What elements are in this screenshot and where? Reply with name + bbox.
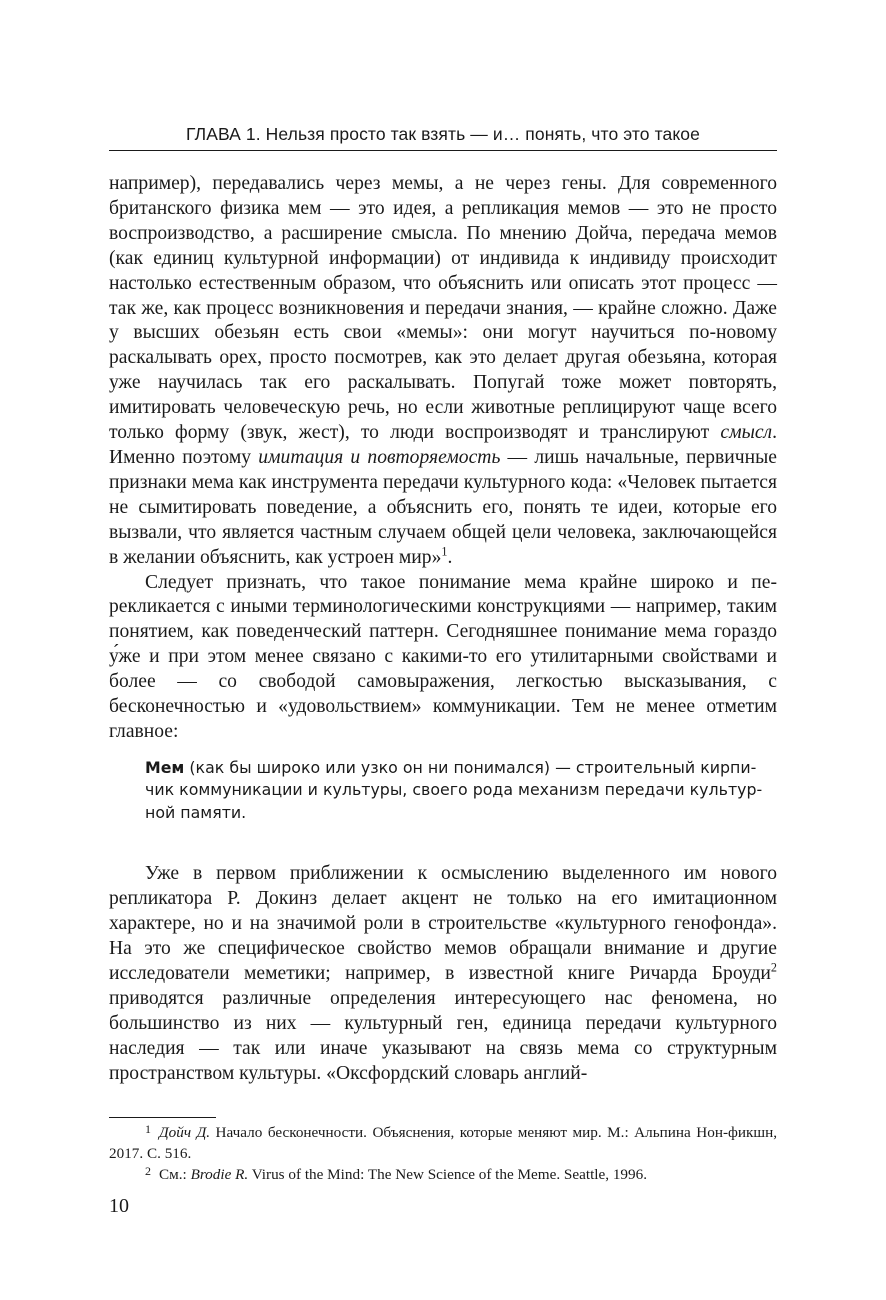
- footnote-rule: [109, 1117, 216, 1118]
- paragraph-1: например), передавались через мемы, а не через гены. Для современного британского физика мем — это идея, а репликация мемов — это не просто воспроизводство, а расширение смысла. По мнению Дойча, передача мемов (как единиц культурной информации) от индивида к индивиду происходит настолько естественным образом, что объяснить или описать этот процесс — так же, как процесс возникновения и передачи знания, — крайне сложно. Даже у высших обезьян есть свои «мемы»: они могут научиться по-новому раскалывать орех, просто посмотрев, как это делает другая обезьяна, которая уже научилась так его раскалывать. Попугай тоже может повторять, имитировать человеческую речь, но если животные реплицируют чаще всего только форму (звук, жест), то люди воспроизводят и транслируют смысл. Именно поэтому имитация и повторяемость — лишь начальные, первичные признаки мема как инструмента передачи культурного кода: «Человек пытается не сымитировать поведение, а объяснить его, понять те идеи, которые его вызвали, что является частным случаем общей цели человека, заключающейся в желании объяснить, как устроен мир»$^1$.: [109, 173, 777, 568]
- running-head: ГЛАВА 1. Нельзя просто так взять — и… понять, что это такое: [109, 120, 777, 151]
- footnote-ref-1[interactable]: 1: [441, 544, 448, 559]
- spacer: [109, 824, 777, 862]
- page-number: 10: [109, 1195, 129, 1217]
- paragraph-2: Следует признать, что такое понимание мема крайне широко и перекликается с иными терминологическими конструкциями — например, таким понятием, как поведенческий паттерн. Сегодняшнее понимание мема гораздо у́же и при этом менее связано с какими-то его утилитарными свойствами и более — со свободой самовыражения, легкостью высказывания, с бесконечностью и «удовольствием» коммуникации. Тем не менее отметим главное:: [109, 571, 777, 742]
- paragraph-3: Уже в первом приближении к осмыслению выделенного им нового репликатора Р. Докинз делает акцент не только на его имитационном характере, но и на значимой роли в строительстве «культурного генофонда». На это же специфическое свойство мемов обращали внимание и другие исследователи меметики; например, в известной книге Ричарда Броуди$^2$ приводятся различные определения интересующего нас феномена, но большинство из них — культурный ген, единица передачи культурного наследия — так или иначе указывают на связь мема со структурным пространством культуры. «Оксфордский словарь англий-: [109, 863, 777, 1084]
- definition-text: (как бы широко или узко он ни понимался) — строительный кирпичик коммуникации и культуры, своего рода механизм передачи культурной памяти.: [145, 757, 763, 822]
- footnote-author: Дойч Д.: [159, 1124, 211, 1141]
- main-text: [109, 172, 777, 1087]
- footnote-ref-2[interactable]: 2: [770, 960, 777, 975]
- footnotes: [109, 1122, 777, 1185]
- footnote-2: 2 См.: Brodie R. Virus of the Mind: The New Science of the Meme. Seattle, 1996.: [145, 1164, 648, 1183]
- emphasis-meaning: смысл: [720, 422, 773, 444]
- definition-block: [145, 757, 777, 825]
- footnote-author: Brodie R.: [190, 1166, 249, 1183]
- definition-term: Мем: [145, 757, 185, 777]
- footnote-1: 1 Дойч Д. Начало бесконечности. Объяснения, которые меняют мир. М.: Альпина Нон-фикшн, 2017. С. 516.: [109, 1122, 777, 1162]
- emphasis-imitation: имитация и повторяемость: [258, 446, 501, 468]
